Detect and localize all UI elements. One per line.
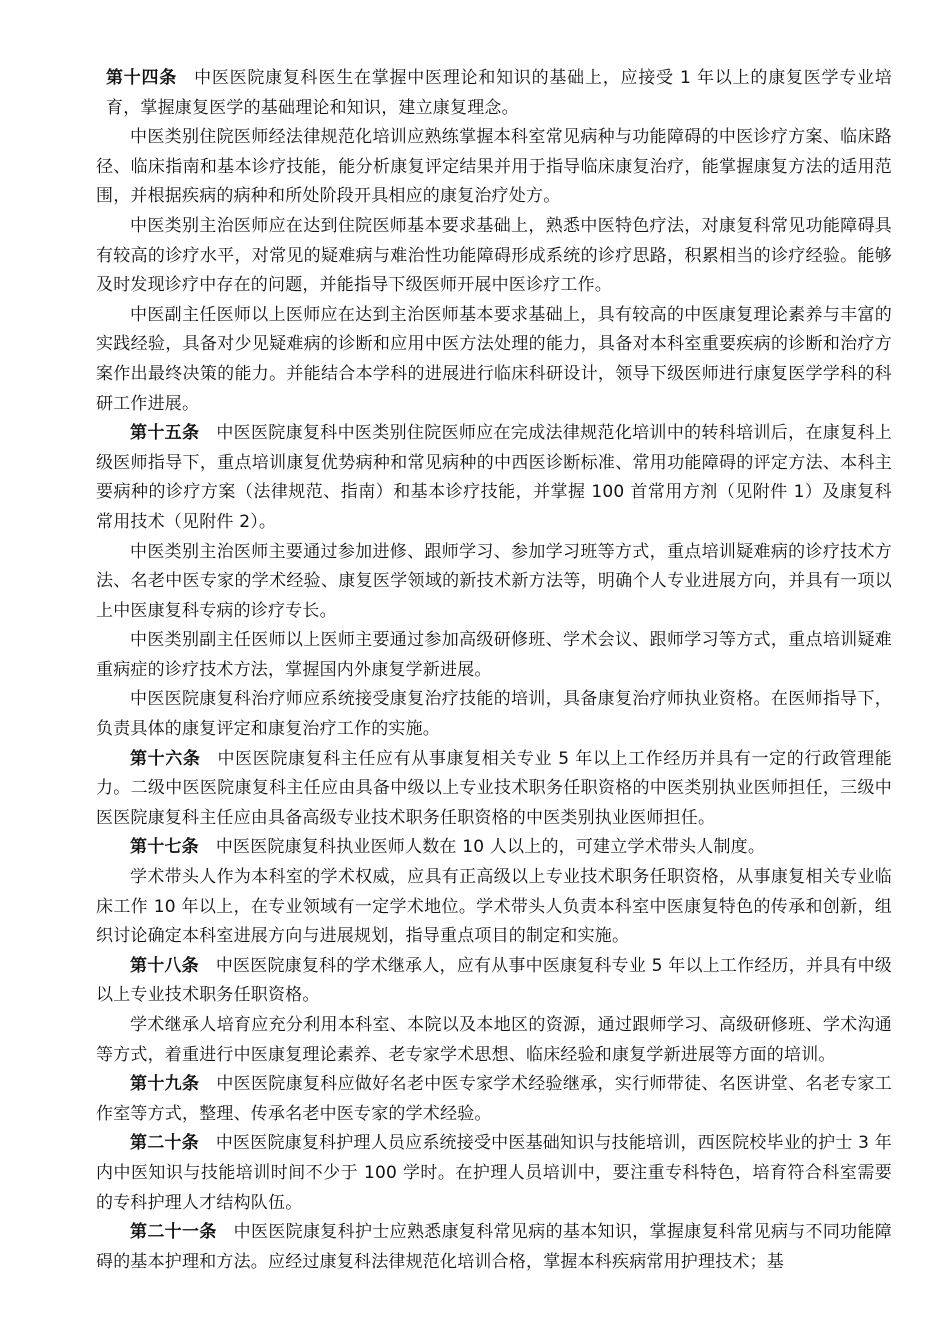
- article-heading: 第二十一条: [130, 1222, 217, 1243]
- paragraph-text: 中医类别主治医师主要通过参加进修、跟师学习、参加学习班等方式，重点培训疑难病的诊疗技术方法、名老中医专家的学术经验、康复医学领域的新技术新方法等，明确个人专业进展方向，并具有一项以上中医康复科专病的诊疗专长。: [96, 541, 892, 621]
- paragraph-text: 中医医院康复科护理人员应系统接受中医基础知识与技能培训，西医院校毕业的护士 3 年内中医知识与技能培训时间不少于 100 学时。在护理人员培训中，要注重专科特色，培育符合科室需要的专科护理人才结构队伍。: [96, 1133, 892, 1213]
- paragraph-article-15: [96, 419, 892, 537]
- paragraph-text: 中医医院康复科中医类别住院医师应在完成法律规范化培训中的转科培训后，在康复科上级医师指导下，重点培训康复优势病种和常见病种的中西医诊断标准、常用功能障碍的评定方法、本科主要病种的诊疗方案（法律规范、指南）和基本诊疗技能，并掌握 100 首常用方剂（见附件 1）及康复科常用技术（见附件 2）。: [96, 423, 892, 532]
- paragraph: [96, 212, 892, 301]
- article-heading: 第十五条: [130, 423, 200, 444]
- paragraph-text: 中医医院康复科的学术继承人，应有从事中医康复科专业 5 年以上工作经历，并具有中级以上专业技术职务任职资格。: [96, 955, 892, 1006]
- paragraph: [96, 685, 892, 744]
- paragraph: [96, 1011, 892, 1070]
- article-heading: 第十八条: [130, 955, 199, 976]
- article-heading: 第十七条: [130, 837, 199, 858]
- article-heading: 第十六条: [130, 748, 201, 769]
- paragraph: [96, 626, 892, 685]
- paragraph: [96, 123, 892, 212]
- paragraph-text: 中医类别主治医师应在达到住院医师基本要求基础上，熟悉中医特色疗法，对康复科常见功能障碍具有较高的诊疗水平，对常见的疑难病与难治性功能障碍形成系统的诊疗思路，积累相当的诊疗经验。能够及时发现诊疗中存在的问题，并能指导下级医师开展中医诊疗工作。: [96, 215, 892, 296]
- paragraph-text: 中医副主任医师以上医师应在达到主治医师基本要求基础上，具有较高的中医康复理论素养与丰富的实践经验，具备对少见疑难病的诊断和应用中医方法处理的能力，具备对本科室重要疾病的诊断和治疗方案作出最终决策的能力。并能结合本学科的进展进行临床科研设计，领导下级医师进行康复医学学科的科研工作进展。: [96, 304, 892, 414]
- article-heading: 第二十条: [130, 1133, 199, 1154]
- paragraph: [96, 538, 892, 627]
- paragraph-text: 中医类别副主任医师以上医师主要通过参加高级研修班、学术会议、跟师学习等方式，重点培训疑难重病症的诊疗技术方法，掌握国内外康复学新进展。: [96, 630, 892, 680]
- paragraph-article-17: [96, 833, 892, 863]
- paragraph-text: 中医医院康复科治疗师应系统接受康复治疗技能的培训，具备康复治疗师执业资格。在医师指导下，负责具体的康复评定和康复治疗工作的实施。: [96, 689, 892, 740]
- paragraph: [96, 301, 892, 419]
- article-heading: 第十四条: [106, 68, 178, 88]
- document-page: [96, 64, 892, 1277]
- article-heading: 第十九条: [130, 1074, 200, 1095]
- paragraph: [96, 863, 892, 952]
- paragraph-article-21: [96, 1218, 892, 1277]
- paragraph-text: 中医医院康复科执业医师人数在 10 人以上的，可建立学术带头人制度。: [215, 837, 766, 858]
- paragraph-article-18: [96, 952, 892, 1011]
- paragraph-text: 中医医院康复科应做好名老中医专家学术经验继承，实行师带徒、名医讲堂、名老专家工作室等方式，整理、传承名老中医专家的学术经验。: [96, 1074, 892, 1124]
- paragraph-article-16: [96, 745, 892, 834]
- paragraph-text: 中医医院康复科医生在掌握中医理论和知识的基础上，应接受 1 年以上的康复医学专业培育，掌握康复医学的基础理论和知识，建立康复理念。: [106, 68, 892, 118]
- paragraph-article-20: [96, 1129, 892, 1218]
- paragraph-text: 学术带头人作为本科室的学术权威，应具有正高级以上专业技术职务任职资格，从事康复相关专业临床工作 10 年以上，在专业领域有一定学术地位。学术带头人负责本科室中医康复特色的传承和创新，组织讨论确定本科室进展方向与进展规划，指导重点项目的制定和实施。: [96, 867, 892, 947]
- paragraph-text: 中医类别住院医师经法律规范化培训应熟练掌握本科室常见病种与功能障碍的中医诊疗方案、临床路径、临床指南和基本诊疗技能，能分析康复评定结果并用于指导临床康复治疗，能掌握康复方法的适用范围，并根据疾病的病种和所处阶段开具相应的康复治疗处方。: [96, 127, 892, 207]
- paragraph-text: 中医医院康复科主任应有从事康复相关专业 5 年以上工作经历并具有一定的行政管理能力。二级中医医院康复科主任应由具备中级以上专业技术职务任职资格的中医类别执业医师担任，三级中医医院康复科主任应由具备高级专业技术职务任职资格的中医类别执业医师担任。: [96, 748, 892, 828]
- paragraph-text: 中医医院康复科护士应熟悉康复科常见病的基本知识，掌握康复科常见病与不同功能障碍的基本护理和方法。应经过康复科法律规范化培训合格，掌握本科疾病常用护理技术；基: [96, 1222, 893, 1272]
- paragraph-text: 学术继承人培育应充分利用本科室、本院以及本地区的资源，通过跟师学习、高级研修班、学术沟通等方式，着重进行中医康复理论素养、老专家学术思想、临床经验和康复学新进展等方面的培训。: [96, 1015, 892, 1065]
- paragraph-article-14: [96, 64, 892, 123]
- paragraph-article-19: [96, 1070, 892, 1129]
